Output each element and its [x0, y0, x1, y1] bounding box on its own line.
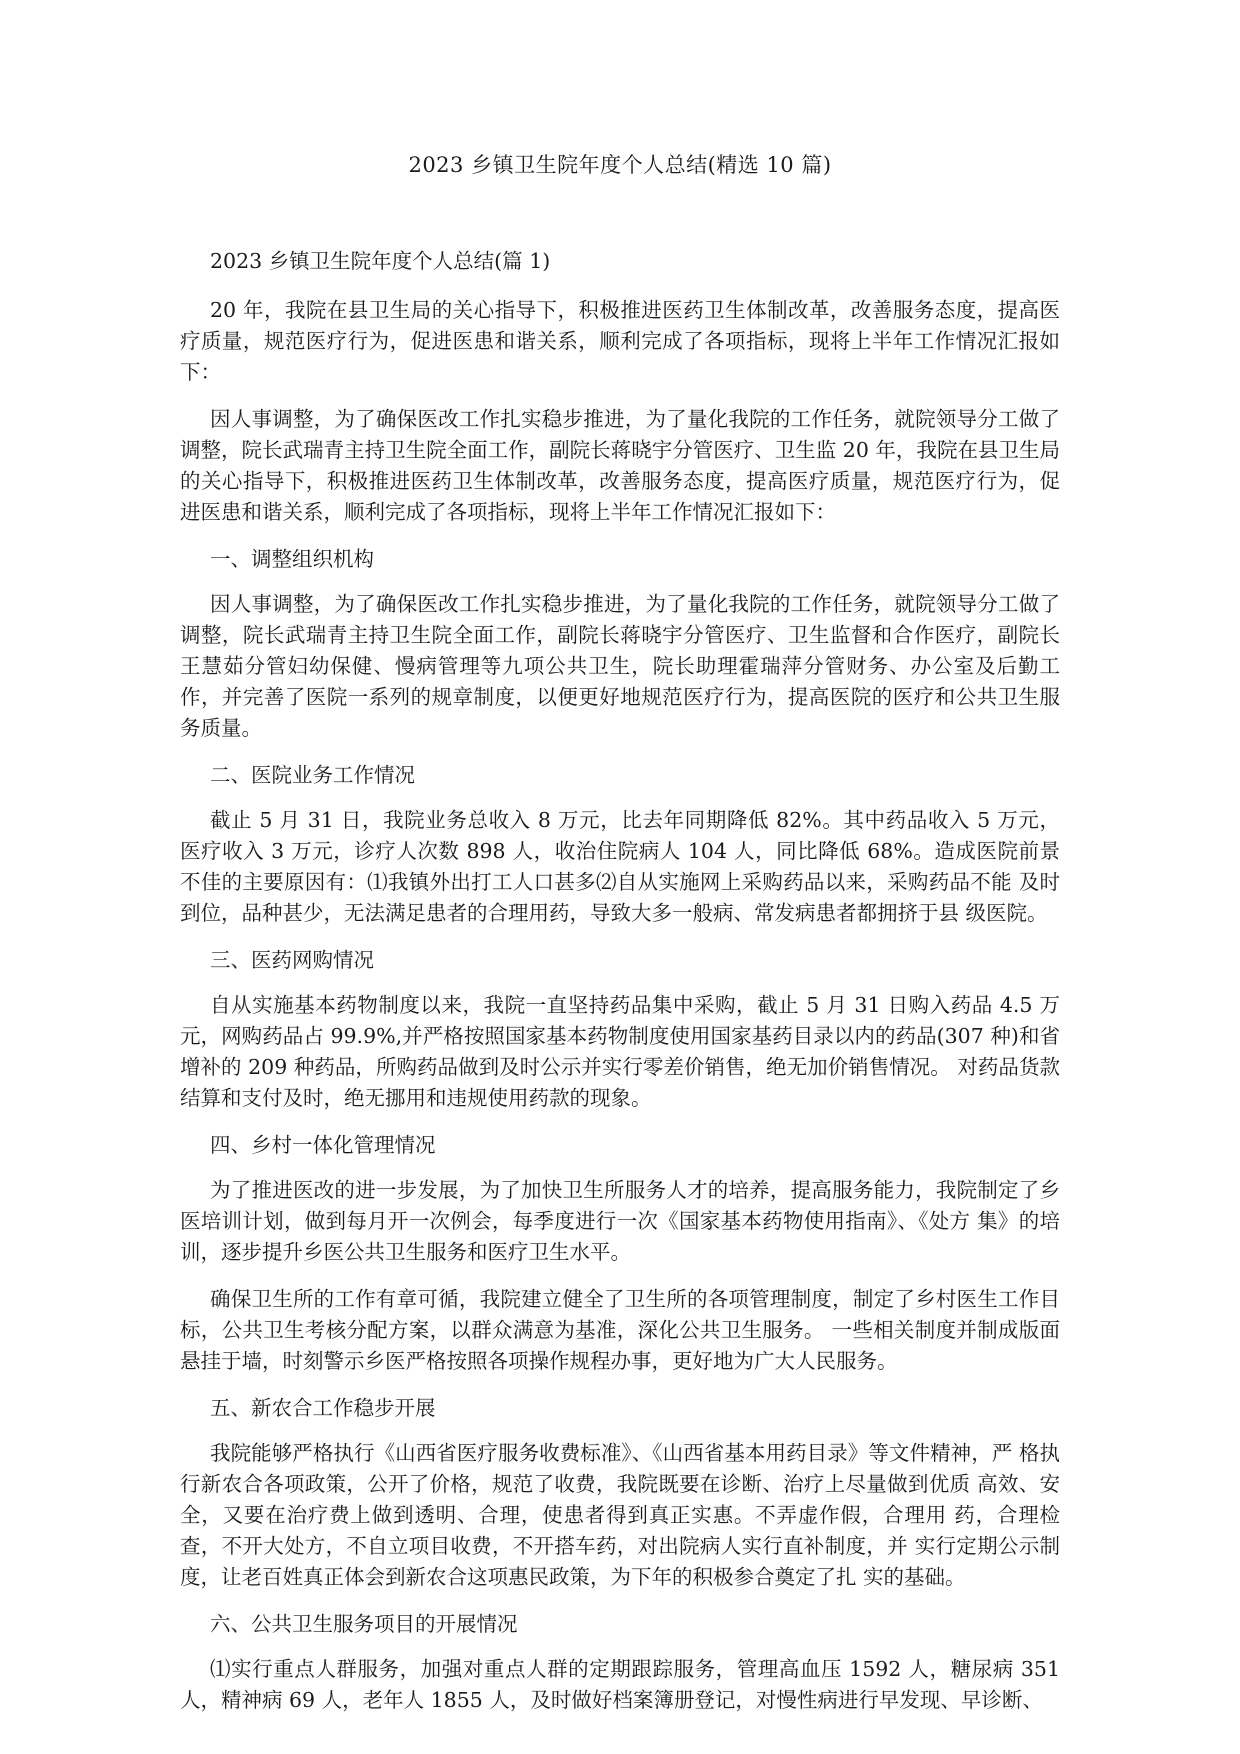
- section-heading-5: 五、新农合工作稳步开展: [210, 1396, 436, 1420]
- section-heading-6: 六、公共卫生服务项目的开展情况: [210, 1612, 518, 1636]
- section-heading-2: 二、医院业务工作情况: [210, 763, 415, 787]
- section-paragraph-5: 我院能够严格执行《山西省医疗服务收费标准》、《山西省基本用药目录》等文件精神，严 格执行新农合各项政策，公开了价格，规范了收费，我院既要在诊断、治疗上尽量做到优质 高效、安全，又要在治疗费上做到透明、合理，使患者得到真正实惠。不弄虚作假，合理用 药，合理检查，不开大处方，不自立项目收费，不开搭车药，对出院病人实行直补制度，并 实行定期公示制度，让老百姓真正体会到新农合这项惠民政策，为下年的积极参合奠定了扎 实的基础。: [180, 1441, 1060, 1589]
- section-paragraph-3: 自从实施基本药物制度以来，我院一直坚持药品集中采购，截止 5 月 31 日购入药品 4.5 万元，网购药品占 99.9%,并严格按照国家基本药物制度使用国家基药目录以内的药品(307 种)和省增补的 209 种药品，所购药品做到及时公示并实行零差价销售，绝无加价销售情况。 对药品货款结算和支付及时，绝无挪用和违规使用药款的现象。: [180, 993, 1060, 1110]
- document-body: [180, 246, 1060, 1732]
- section-heading-4: 四、乡村一体化管理情况: [210, 1133, 436, 1157]
- section-paragraph-2: 截止 5 月 31 日，我院业务总收入 8 万元，比去年同期降低 82%。其中药品收入 5 万元， 医疗收入 3 万元，诊疗人次数 898 人，收治住院病人 104 人，同比降低 68%。造成医院前景 不佳的主要原因有：⑴我镇外出打工人口甚多⑵自从实施网上采购药品以来，采购药品不能 及时到位，品种甚少，无法满足患者的合理用药，导致大多一般病、常发病患者都拥挤于县 级医院。: [180, 808, 1060, 925]
- document-title: 2023 乡镇卫生院年度个人总结(精选 10 篇): [408, 153, 832, 177]
- section-heading-1: 一、调整组织机构: [210, 547, 374, 571]
- intro-paragraph: 20 年，我院在县卫生局的关心指导下，积极推进医药卫生体制改革，改善服务态度，提高医疗质量，规范医疗行为，促进医患和谐关系，顺利完成了各项指标，现将上半年工作情况汇报如下：: [180, 298, 1060, 384]
- section-paragraph-4a: 为了推进医改的进一步发展，为了加快卫生所服务人才的培养，提高服务能力，我院制定了乡医培训计划，做到每月开一次例会，每季度进行一次《国家基本药物使用指南》、《处方 集》的培训，逐步提升乡医公共卫生服务和医疗卫生水平。: [180, 1178, 1060, 1264]
- section-paragraph-4b: 确保卫生所的工作有章可循，我院建立健全了卫生所的各项管理制度，制定了乡村医生工作目标，公共卫生考核分配方案，以群众满意为基准，深化公共卫生服务。 一些相关制度并制成版面悬挂于墙，时刻警示乡医严格按照各项操作规程办事，更好地为广大人民服务。: [180, 1287, 1060, 1373]
- personnel-paragraph: 因人事调整，为了确保医改工作扎实稳步推进，为了量化我院的工作任务，就院领导分工做了调整，院长武瑞青主持卫生院全面工作，副院长蒋晓宇分管医疗、卫生监 20 年，我院在县卫生局的关心指导下，积极推进医药卫生体制改革，改善服务态度，提高医疗质量，规范医疗行为，促进医患和谐关系，顺利完成了各项指标，现将上半年工作情况汇报如下：: [180, 407, 1060, 524]
- document-subtitle: 2023 乡镇卫生院年度个人总结(篇 1): [210, 249, 551, 273]
- section-paragraph-1: 因人事调整，为了确保医改工作扎实稳步推进，为了量化我院的工作任务，就院领导分工做了调整，院长武瑞青主持卫生院全面工作，副院长蒋晓宇分管医疗、卫生监督和合作医疗，副院长王慧茹分管妇幼保健、慢病管理等九项公共卫生，院长助理霍瑞萍分管财务、办公室及后勤工作，并完善了医院一系列的规章制度，以便更好地规范医疗行为，提高医院的医疗和公共卫生服务质量。: [180, 592, 1060, 740]
- section-heading-3: 三、医药网购情况: [210, 948, 374, 972]
- section-paragraph-6: ⑴实行重点人群服务，加强对重点人群的定期跟踪服务，管理高血压 1592 人，糖尿病 351 人，精神病 69 人，老年人 1855 人，及时做好档案簿册登记，对慢性病进行早发现、早诊断、: [180, 1657, 1060, 1712]
